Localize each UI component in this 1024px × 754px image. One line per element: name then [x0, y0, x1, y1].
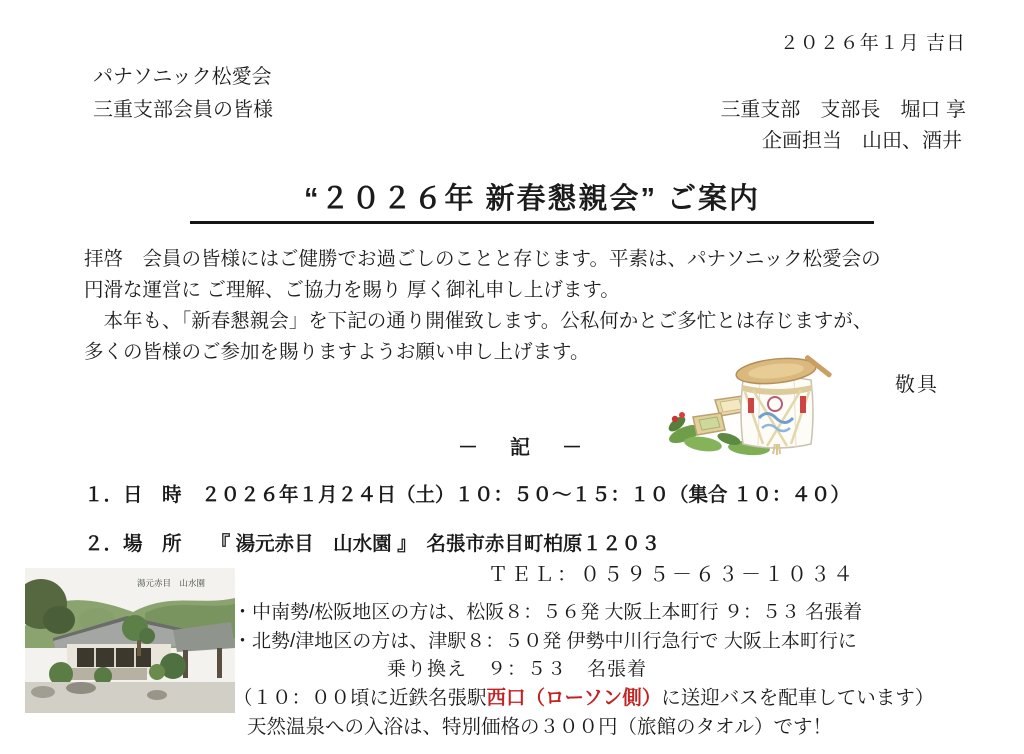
- shuttle-note-highlight: 西口（ローソン側）: [486, 687, 662, 709]
- greeting-line-3: 本年も、「新春懇親会」を下記の通り開催致します。公私何かとご多忙とは存じますが、: [84, 310, 873, 332]
- access-route-tsu-cont: 乗り換え ９：５３ 名張着: [387, 659, 648, 680]
- greeting-line-4: 多くの皆様のご参加を賜りますようお願い申し上げます。: [84, 341, 590, 363]
- greeting-line-1: 拝啓 会員の皆様にはご健勝でお過ごしのことと存じます。平素は、パナソニック松愛会の: [84, 248, 881, 270]
- venue-phone: ＴＥＬ：０５９５－６３－１０３４: [488, 564, 856, 586]
- document-date: ２０２６年１月 吉日: [779, 33, 966, 54]
- sender-planning-staff: 企画担当 山田、酒井: [762, 130, 962, 152]
- venue-photo-image: [25, 568, 235, 713]
- greeting-line-2: 円滑な運営に ご理解、ご協力を賜り 厚く御礼申し上げます。: [84, 279, 620, 301]
- page-title: “２０２６年 新春懇親会” ご案内: [190, 176, 874, 224]
- photo-caption: 湯元赤目 山水園: [137, 578, 206, 588]
- shuttle-note-post: に送迎バスを配車しています）: [661, 687, 935, 709]
- venue-photo: [25, 568, 235, 713]
- onsen-price-note: 天然温泉への入浴は、特別価格の３００円（旅館のタオル）です！: [247, 716, 833, 738]
- item-date-time: １．日 時 ２０２６年１月２４日（土）１０：５０～１５：１０（集合 １０：４０）: [84, 484, 850, 506]
- shuttle-note-pre: （１０：００頃に近鉄名張駅: [233, 687, 487, 709]
- record-marker: － 記 －: [458, 437, 588, 459]
- item-venue: ２．場 所 『 湯元赤目 山水園 』 名張市赤目町柏原１２０３: [84, 533, 661, 555]
- addressee-members: 三重支部会員の皆様: [93, 99, 273, 121]
- access-route-matsusaka: ・中南勢/松阪地区の方は、松阪８：５６発 大阪上本町行 ９：５３ 名張着: [233, 602, 863, 623]
- shuttle-bus-note: [233, 682, 934, 710]
- closing-keigu: 敬具: [895, 374, 939, 396]
- access-route-tsu: ・北勢/津地区の方は、津駅８：５０発 伊勢中川行急行で 大阪上本町行に: [233, 631, 857, 652]
- addressee-org: パナソニック松愛会: [93, 66, 272, 88]
- sender-branch-chief: 三重支部 支部長 堀口 享: [720, 99, 966, 121]
